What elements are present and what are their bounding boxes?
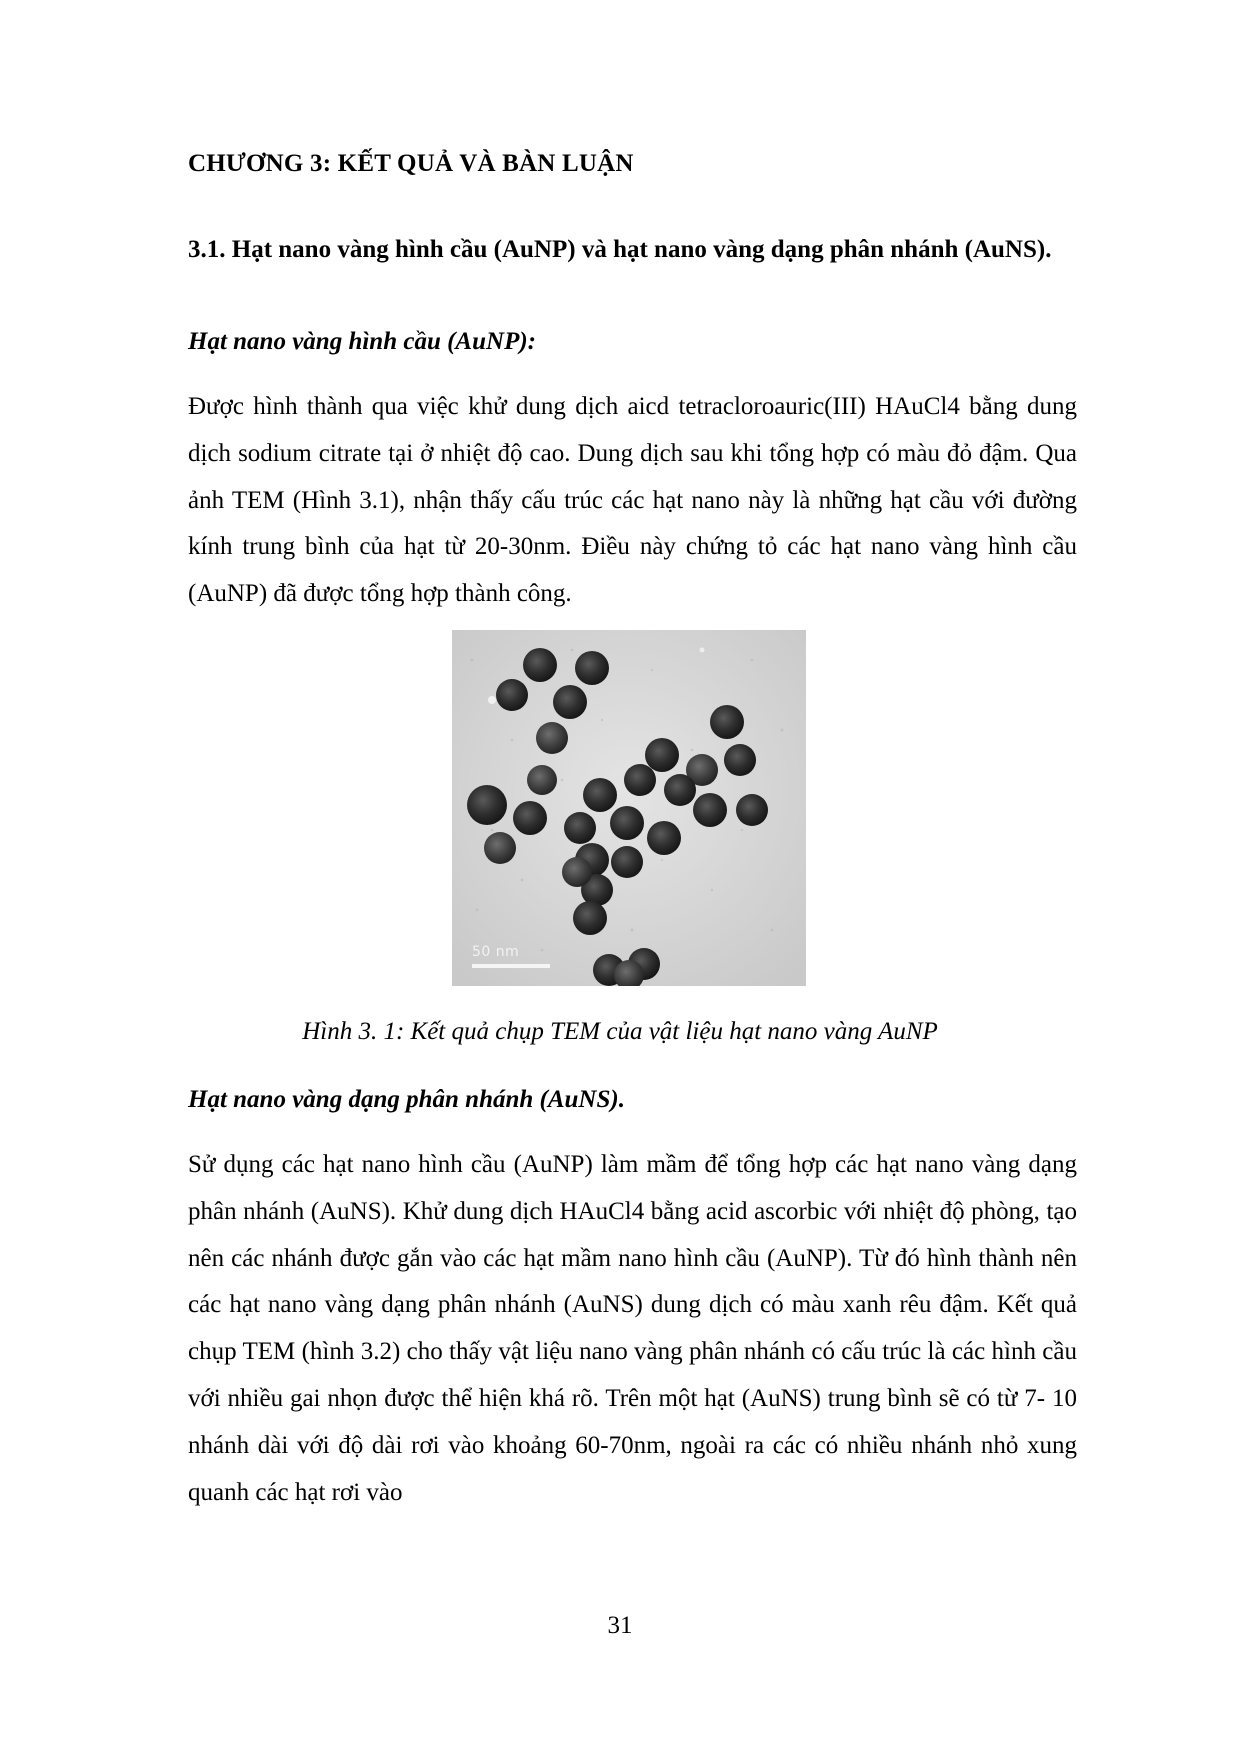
tem-micrograph: [452, 630, 806, 986]
scale-bar-label: 50 nm: [472, 944, 520, 960]
page-number: 31: [607, 1612, 633, 1639]
paragraph-aunp: Được hình thành qua việc khử dung dịch aicd tetracloroauric(III) HAuCl4 bằng dung dịch sodium citrate tại ở nhiệt độ cao. Dung dịch sau khi tổng hợp có màu đỏ đậm. Qua ảnh TEM (Hình 3.1), nhận thấy cấu trúc các hạt nano này là những hạt cầu với đường kính trung bình của hạt từ 20-30nm. Điều này chứng tỏ các hạt nano vàng hình cầu (AuNP) đã được tổng hợp thành công.: [188, 393, 1077, 608]
scale-bar: [472, 964, 550, 968]
section-title: 3.1. Hạt nano vàng hình cầu (AuNP) và hạt nano vàng dạng phân nhánh (AuNS).: [188, 236, 1052, 263]
figure-caption: Hình 3. 1: Kết quả chụp TEM của vật liệu hạt nano vàng AuNP: [302, 1018, 938, 1045]
paragraph-auns: Sử dụng các hạt nano hình cầu (AuNP) làm mầm để tổng hợp các hạt nano vàng dạng phân nhánh (AuNS). Khử dung dịch HAuCl4 bằng acid ascorbic với nhiệt độ phòng, tạo nên các nhánh được gắn vào các hạt mầm nano hình cầu (AuNP). Từ đó hình thành nên các hạt nano vàng dạng phân nhánh (AuNS) dung dịch có màu xanh rêu đậm. Kết quả chụp TEM (hình 3.2) cho thấy vật liệu nano vàng phân nhánh có cấu trúc là các hình cầu với nhiều gai nhọn được thể hiện khá rõ. Trên một hạt (AuNS) trung bình sẽ có từ 7- 10 nhánh dài với độ dài rơi vào khoảng 60-70nm, ngoài ra các có nhiều nhánh nhỏ xung quanh các hạt rơi vào: [188, 1151, 1077, 1506]
subsection-heading-aunp: Hạt nano vàng hình cầu (AuNP):: [188, 328, 536, 355]
tem-image-figure: [452, 630, 806, 986]
subsection-heading-auns: Hạt nano vàng dạng phân nhánh (AuNS).: [188, 1086, 625, 1113]
chapter-title: CHƯƠNG 3: KẾT QUẢ VÀ BÀN LUẬN: [188, 150, 634, 177]
